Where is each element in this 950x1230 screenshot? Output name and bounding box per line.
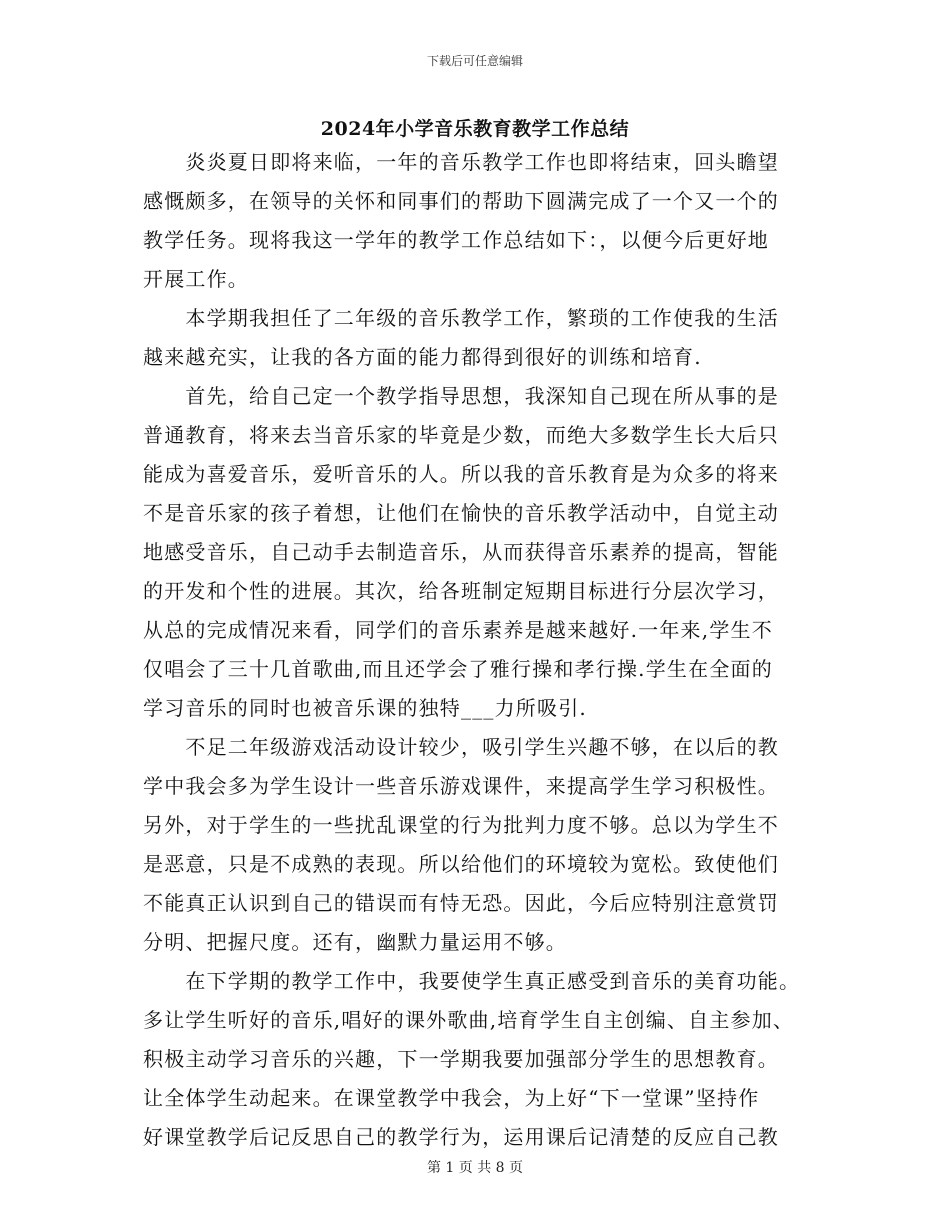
text-line: 地感受音乐，自己动手去制造音乐，从而获得音乐素养的提高，智能 — [143, 540, 779, 564]
body-text — [143, 143, 823, 1157]
text-line: 感慨颇多，在领导的关怀和同事们的帮助下圆满完成了一个又一个的 — [143, 189, 779, 213]
text-line: 首先，给自己定一个教学指导思想，我深知自己现在所从事的是 — [143, 384, 779, 408]
text-line: 另外，对于学生的一些扰乱课堂的行为批判力度不够。总以为学生不 — [143, 813, 779, 837]
text-line: 普通教育，将来去当音乐家的毕竟是少数，而绝大多数学生长大后只 — [143, 423, 779, 447]
text-line: 不能真正认识到自己的错误而有恃无恐。因此，今后应特别注意赏罚 — [143, 891, 779, 915]
text-line: 不是音乐家的孩子着想，让他们在愉快的音乐教学活动中，自觉主动 — [143, 501, 779, 525]
text-line: 学中我会多为学生设计一些音乐游戏课件，来提高学生学习积极性。 — [143, 774, 779, 798]
text-line: 多让学生听好的音乐,唱好的课外歌曲,培育学生自主创编、自主参加、 — [143, 1008, 795, 1032]
text-line: 学习音乐的同时也被音乐课的独特___力所吸引. — [143, 696, 587, 720]
document-title: 2024年小学音乐教育教学工作总结 — [320, 118, 630, 140]
text-line: 分明、把握尺度。还有，幽默力量运用不够。 — [143, 930, 567, 954]
text-line: 是恶意，只是不成熟的表现。所以给他们的环境较为宽松。致使他们 — [143, 852, 779, 876]
text-line: 仅唱会了三十几首歌曲,而且还学会了雅行操和孝行操.学生在全面的 — [143, 657, 773, 681]
text-line: 在下学期的教学工作中，我要使学生真正感受到音乐的美育功能。 — [143, 969, 801, 993]
page-footer: 第 1 页 共 8 页 — [426, 1160, 524, 1176]
text-line: 积极主动学习音乐的兴趣，下一学期我要加强部分学生的思想教育。 — [143, 1047, 779, 1071]
text-line: 让全体学生动起来。在课堂教学中我会，为上好“下一堂课”坚持作 — [143, 1086, 760, 1110]
text-line: 炎炎夏日即将来临，一年的音乐教学工作也即将结束，回头瞻望 — [143, 150, 779, 174]
text-line: 好课堂教学后记反思自己的教学行为，运用课后记清楚的反应自己教 — [143, 1125, 779, 1149]
text-line: 本学期我担任了二年级的音乐教学工作，繁琐的工作使我的生活 — [143, 306, 779, 330]
text-line: 的开发和个性的进展。其次，给各班制定短期目标进行分层次学习， — [143, 579, 779, 603]
text-line: 能成为喜爱音乐，爱听音乐的人。所以我的音乐教育是为众多的将来 — [143, 462, 779, 486]
text-line: 教学任务。现将我这一学年的教学工作总结如下：，以便今后更好地 — [143, 228, 769, 252]
text-line: 不足二年级游戏活动设计较少，吸引学生兴趣不够，在以后的教 — [143, 735, 779, 759]
text-line: 开展工作。 — [143, 267, 249, 291]
text-line: 越来越充实，让我的各方面的能力都得到很好的训练和培育. — [143, 345, 702, 369]
page-header: 下载后可任意编辑 — [426, 54, 523, 68]
text-line: 从总的完成情况来看，同学们的音乐素养是越来越好.一年来,学生不 — [143, 618, 773, 642]
